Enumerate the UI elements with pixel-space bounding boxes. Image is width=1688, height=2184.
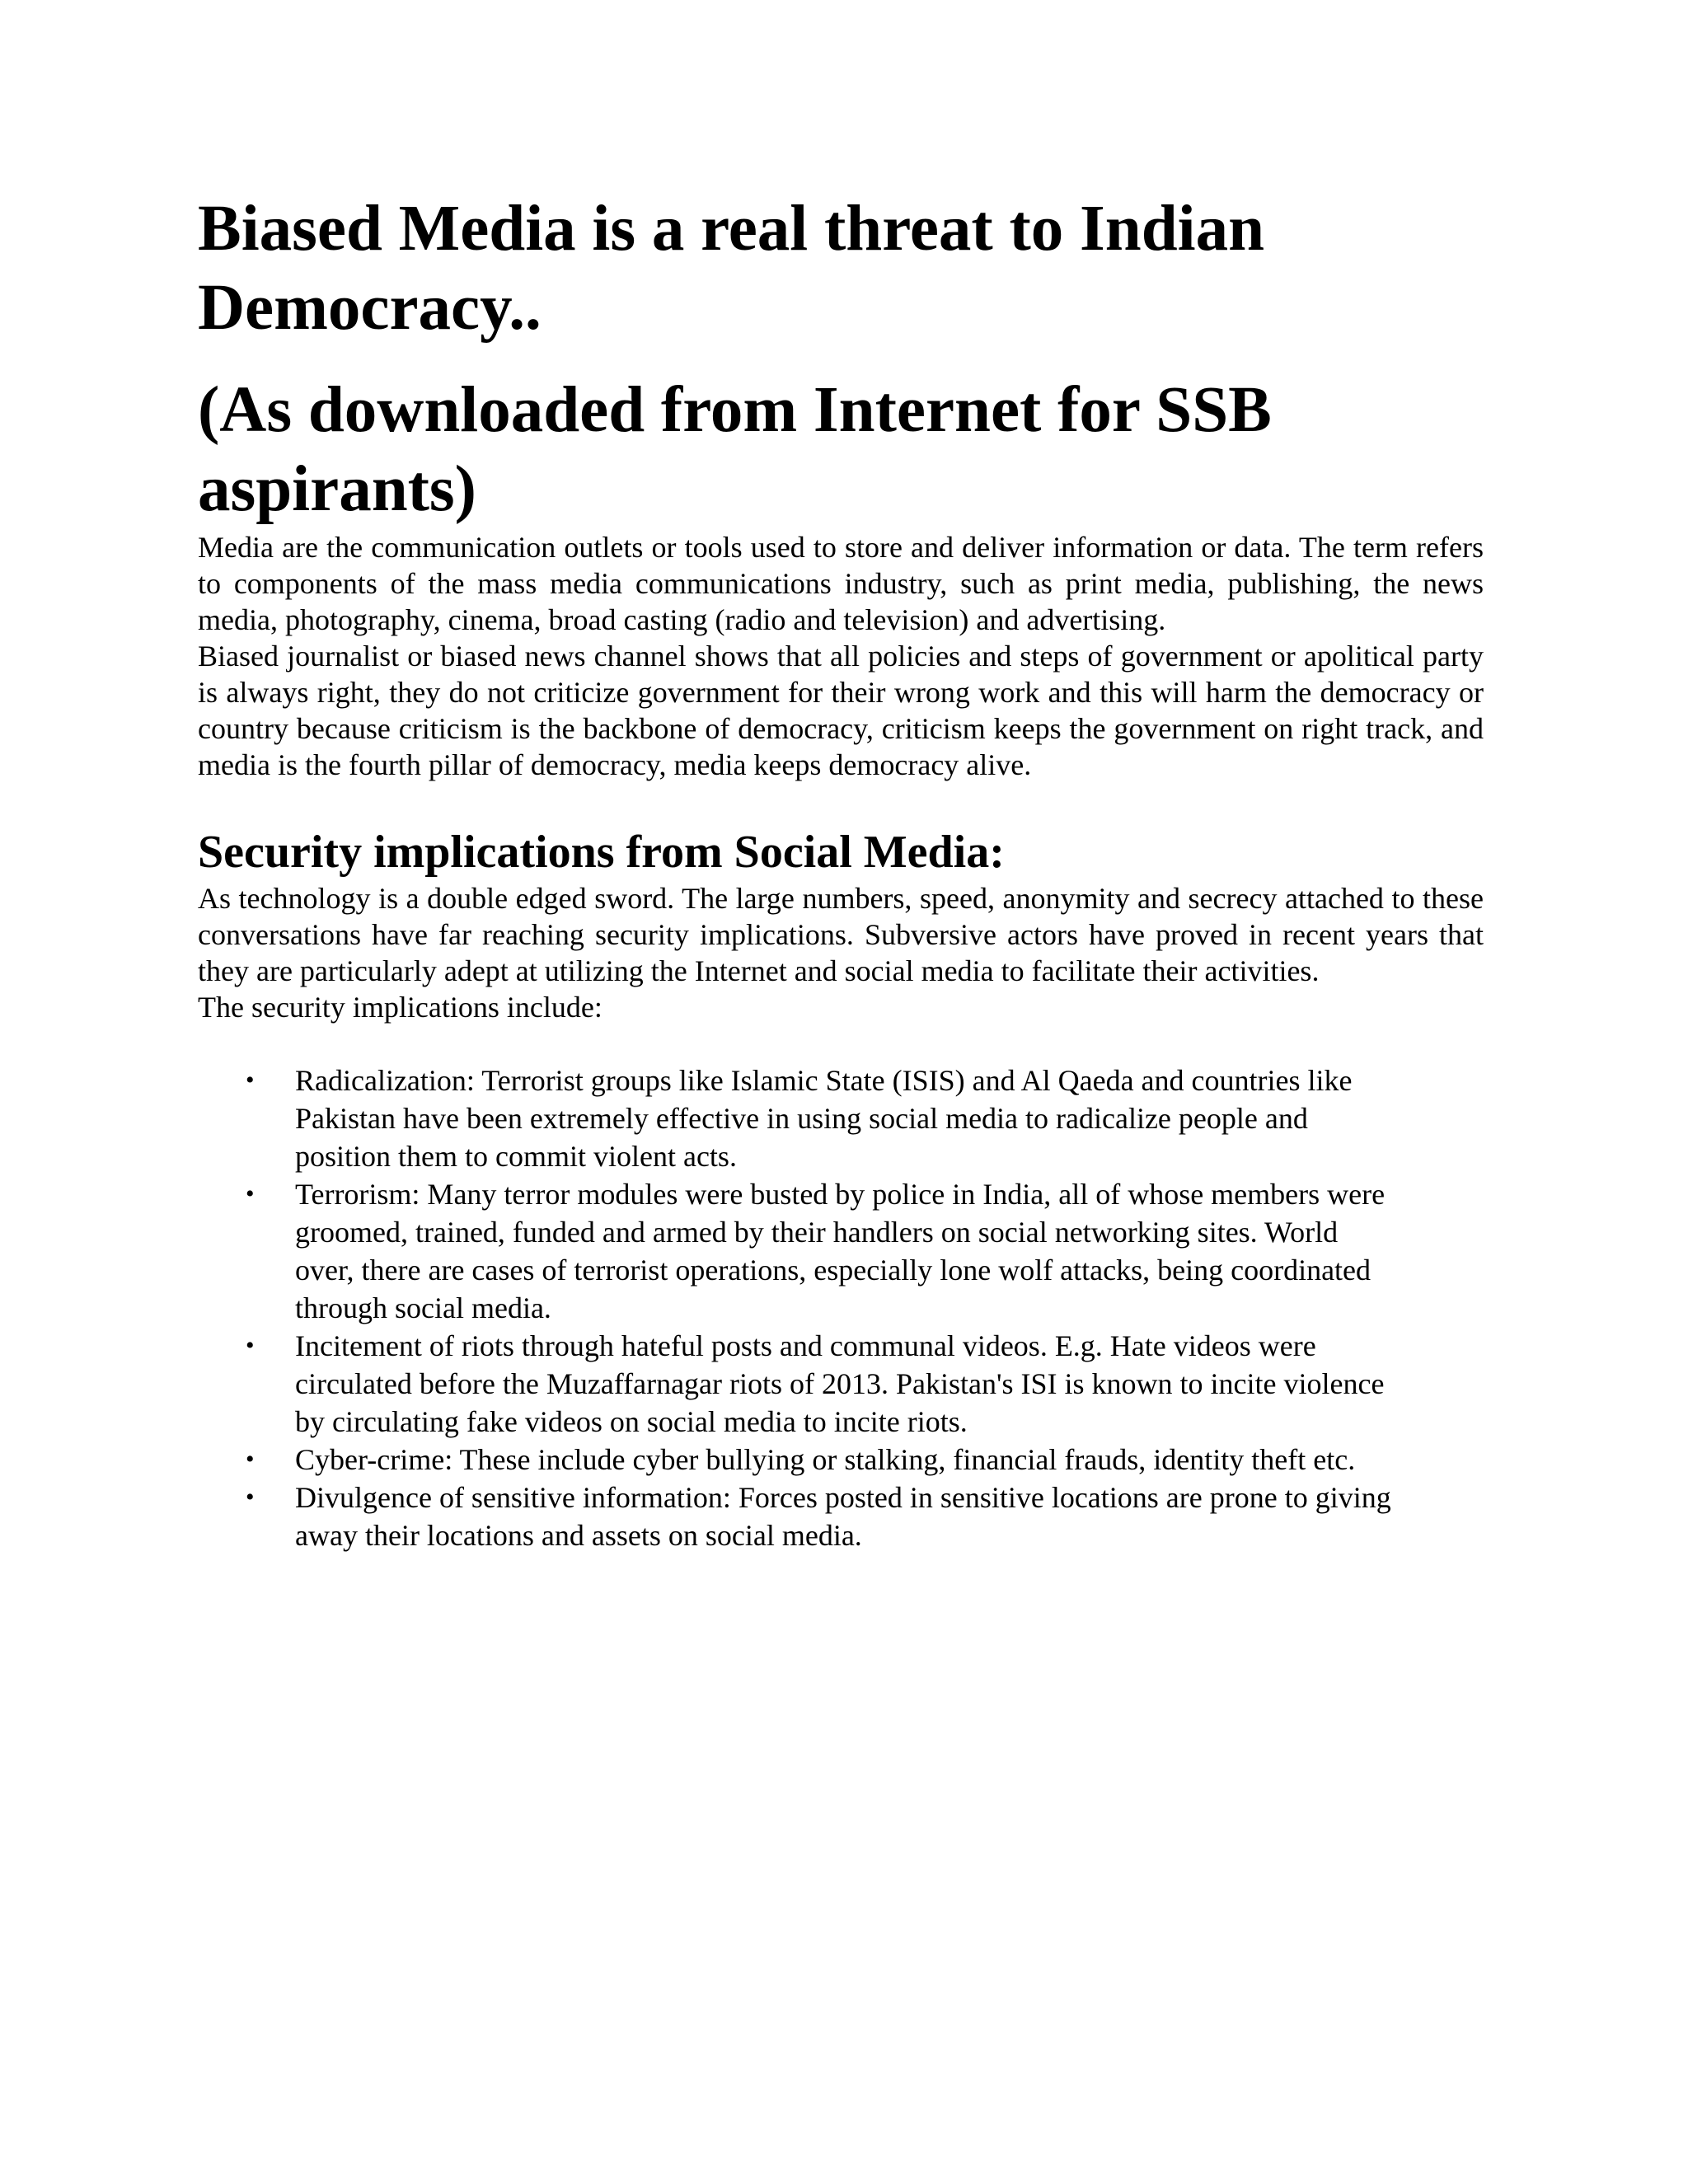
bullet-icon: • bbox=[246, 1446, 255, 1473]
list-item-text: Incitement of riots through hateful posts and communal videos. E.g. Hate videos were circulated before the Muzaffarnagar riots of 2013. Pakistan's ISI is known to incite violence by circulating fake videos on social media to incite riots. bbox=[295, 1329, 1385, 1438]
list-item bbox=[198, 1175, 1400, 1327]
paragraph-technology: As technology is a double edged sword. The large numbers, speed, anonymity and secrecy attached to these conversations have far reaching security implications. Subversive actors have proved in recent years that they are particularly adept at utilizing the Internet and social media to facilitate their activities. bbox=[198, 882, 1484, 987]
list-item bbox=[198, 1441, 1400, 1479]
list-item bbox=[198, 1479, 1400, 1554]
list-item bbox=[198, 1062, 1400, 1175]
paragraph-biased-journalism: Biased journalist or biased news channel shows that all policies and steps of government or apolitical party is always right, they do not criticize government for their wrong work and this will harm the democracy or country because criticism is the backbone of democracy, criticism keeps the government on right track, and media is the fourth pillar of democracy, media keeps democracy alive. bbox=[198, 640, 1484, 781]
paragraph-media-definition: Media are the communication outlets or tools used to store and deliver information or data. The term refers to components of the mass media communications industry, such as print media, publishing, the news media, photography, cinema, broad casting (radio and television) and advertising. bbox=[198, 531, 1484, 636]
bullet-icon: • bbox=[246, 1483, 255, 1511]
paragraph-list-intro: The security implications include: bbox=[198, 991, 603, 1024]
list-item bbox=[198, 1327, 1400, 1441]
security-implications-list bbox=[198, 1062, 1484, 1554]
bullet-icon: • bbox=[246, 1066, 255, 1094]
list-item-text: Radicalization: Terrorist groups like Islamic State (ISIS) and Al Qaeda and countries like Pakistan have been extremely effective in using social media to radicalize people and position them to commit violent acts. bbox=[295, 1064, 1353, 1173]
document-subtitle: (As downloaded from Internet for SSB aspirants) bbox=[198, 374, 1272, 525]
bullet-icon: • bbox=[246, 1180, 255, 1207]
document-page bbox=[198, 190, 1484, 1554]
document-title: Biased Media is a real threat to Indian Democracy.. bbox=[198, 193, 1265, 344]
list-item-text: Cyber-crime: These include cyber bullying or stalking, financial frauds, identity theft etc. bbox=[295, 1443, 1356, 1476]
list-item-text: Terrorism: Many terror modules were busted by police in India, all of whose members were groomed, trained, funded and armed by their handlers on social networking sites. World over, there are cases of terrorist operations, especially lone wolf attacks, being coordinated through social media. bbox=[295, 1178, 1386, 1324]
bullet-icon: • bbox=[246, 1332, 255, 1359]
list-item-text: Divulgence of sensitive information: Forces posted in sensitive locations are prone to giving away their locations and assets on social media. bbox=[295, 1481, 1391, 1552]
section-heading: Security implications from Social Media: bbox=[198, 827, 1005, 878]
